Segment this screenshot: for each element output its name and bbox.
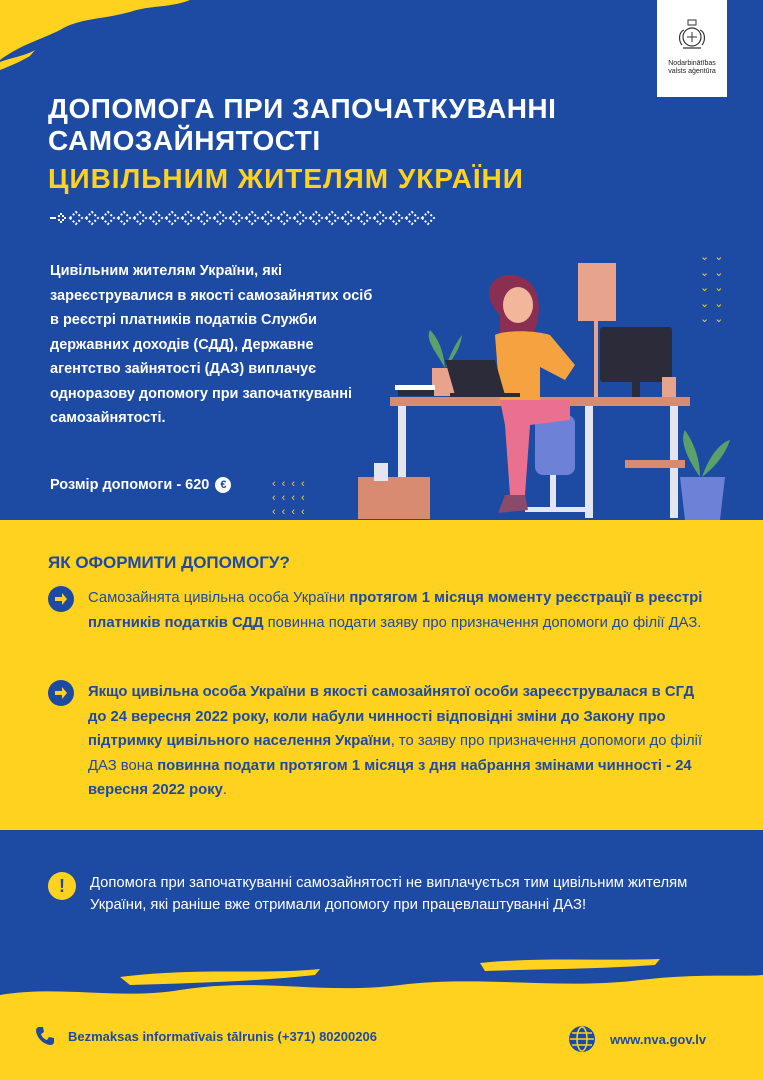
embroidery-ornament <box>50 210 440 226</box>
phone-icon <box>34 1025 56 1047</box>
chevron-left-icon: ‹‹‹‹ <box>272 506 311 518</box>
logo-line2: valsts aģentūra <box>668 68 716 75</box>
howto-section <box>0 520 763 830</box>
notice <box>48 872 710 916</box>
arrow-right-icon <box>48 680 74 706</box>
page-subtitle: ЦИВІЛЬНИМ ЖИТЕЛЯМ УКРАЇНИ <box>48 163 524 194</box>
chevron-left-icon: ‹‹‹‹ <box>272 478 311 490</box>
woman-at-desk-illustration <box>340 255 740 520</box>
aid-amount-label: Розмір допомоги - 620 <box>50 477 210 493</box>
chevron-down-icon: ⌄⌄ <box>700 297 729 310</box>
chevron-left-icon: ‹‹‹‹ <box>272 492 311 504</box>
euro-icon: € <box>215 477 231 493</box>
howto-heading: ЯК ОФОРМИТИ ДОПОМОГУ? <box>48 553 290 572</box>
aid-amount <box>50 477 231 493</box>
howto-item-2-text <box>88 680 710 803</box>
howto-item-1 <box>48 586 710 635</box>
item1-text-part: повинна подати заяву про призначення допомоги до філії ДАЗ. <box>263 614 702 631</box>
notice-text: Допомога при започаткуванні самозайнятості не виплачується тим цивільним жителям України, які раніше вже отримали допомогу при працевлаштуванні ДАЗ! <box>90 875 688 913</box>
item2-text-part: , то заяву про призначення допомоги до філії ДАЗ вона <box>88 733 703 774</box>
phone-text: Bezmaksas informatīvais tālrunis (+371) 80200206 <box>68 1028 377 1044</box>
page-title <box>48 93 648 157</box>
footer-phone[interactable] <box>34 1025 377 1047</box>
notice-section <box>0 830 763 1080</box>
hero-section <box>0 0 763 520</box>
chevron-down-icon: ⌄⌄ <box>700 266 729 279</box>
chevron-pattern-left <box>272 477 311 519</box>
howto-item-2 <box>48 680 710 803</box>
item1-text-part: Самозайнята цивільна особа України <box>88 590 350 606</box>
item2-text-part: . <box>222 782 227 798</box>
howto-item-1-text <box>88 586 710 635</box>
yellow-brush-decoration <box>0 0 200 80</box>
logo-line1: Nodarbinātības <box>668 60 716 67</box>
intro-text: Цивільним жителям України, які зареєструвалися в якості самозайнятих осіб в реєстрі платників податків Служби державних доходів (СДД), Державне агентство зайнятості (ДАЗ) виплачує одноразову допомогу при започаткуванні самозайнятості. <box>50 263 373 426</box>
arrow-right-icon <box>48 586 74 612</box>
chevron-down-icon: ⌄⌄ <box>700 282 729 294</box>
globe-icon <box>568 1025 596 1053</box>
item2-bold-part: повинна подати протягом 1 місяця з дня набрання змінами чинності - 24 вересня 2022 року <box>88 757 692 798</box>
item1-bold-part: протягом 1 місяця моменту реєстрації в реєстрі платників податків СДД <box>88 590 703 631</box>
coat-of-arms-icon <box>675 18 709 52</box>
yellow-brush-footer <box>0 955 763 1080</box>
chevron-down-icon: ⌄⌄ <box>700 251 729 263</box>
exclamation-icon: ! <box>48 872 76 900</box>
agency-logo <box>657 0 727 97</box>
website-link[interactable]: www.nva.gov.lv <box>610 1031 707 1047</box>
footer-website[interactable] <box>568 1025 706 1053</box>
item2-bold-part: Якщо цивільна особа України в якості самозайнятої особи зареєструвалася в СГД до 24 вересня 2022 року, коли набули чинності відповідні зміни до Закону про підтримку цивільного населення України <box>88 684 695 749</box>
title-line1: ДОПОМОГА ПРИ ЗАПОЧАТКУВАННІ <box>48 93 557 124</box>
chevron-down-icon: ⌄⌄ <box>700 313 729 325</box>
title-line2: САМОЗАЙНЯТОСТІ <box>48 125 321 156</box>
